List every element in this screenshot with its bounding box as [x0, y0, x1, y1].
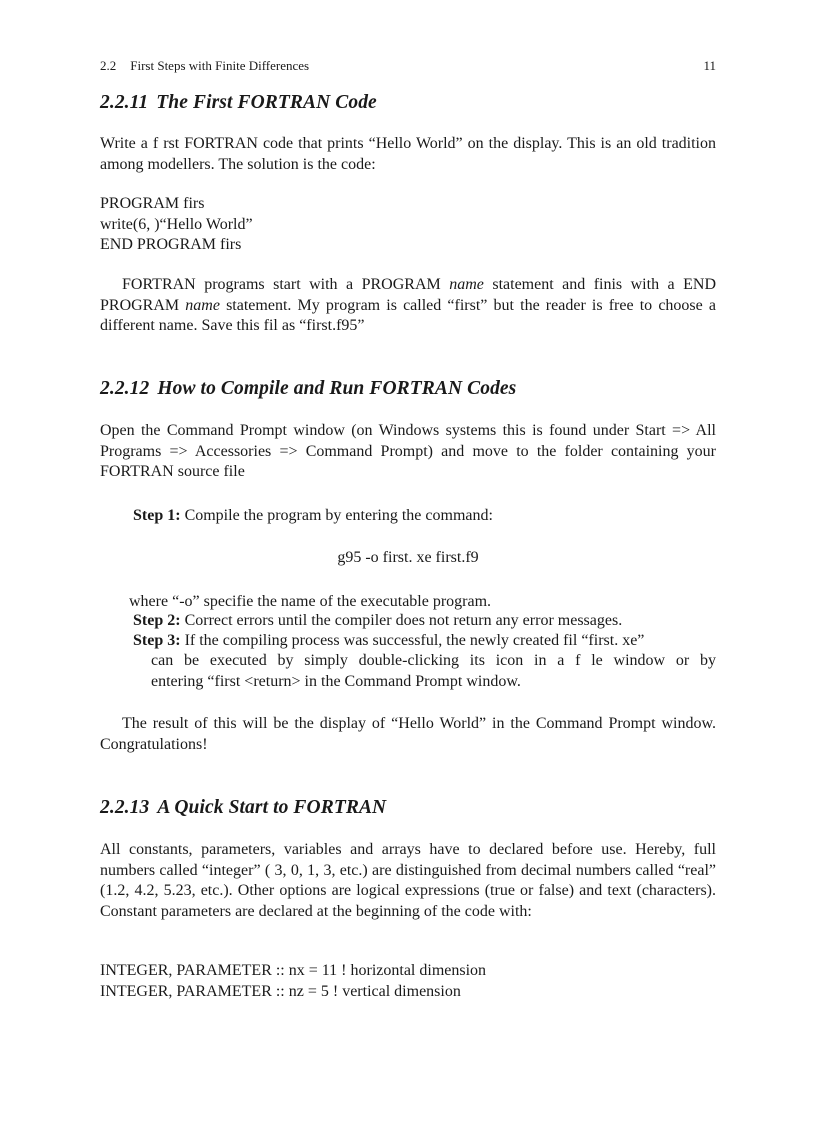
step-1	[133, 506, 493, 527]
italic-name: name	[449, 276, 484, 293]
section-number: 2.2.13	[100, 797, 150, 818]
section-title: A Quick Start to FORTRAN	[157, 797, 387, 818]
paragraph-intro: Write a f rst FORTRAN code that prints “Hello World” on the display. This is an old tradition among modellers. The solution is the code:	[100, 135, 716, 173]
paragraph-declarations: All constants, parameters, variables and arrays have to declared before use. Hereby, full numbers called “integer” ( 3, 0, 1, 3, etc.) are distinguished from decimal numbers called “real” (1.2, 4.2, 5.23, etc.). Other options are logical expressions (true or false) and text (characters). Constant parameters are declared at the beginning of the code with:	[100, 841, 716, 920]
step-text: If the compiling process was successful, the newly created fil “first. xe”	[180, 632, 645, 649]
step-label: Step 1:	[133, 507, 181, 524]
step-text: Compile the program by entering the command:	[180, 507, 493, 524]
paragraph-program-statement	[100, 275, 716, 337]
header-section-number: 2.2	[100, 58, 117, 73]
section-heading-2-2-12	[100, 378, 516, 400]
step-label: Step 2:	[133, 612, 181, 629]
step-3-line-2: can be executed by simply double-clicking its icon in a f le window or by	[151, 652, 716, 669]
section-heading-2-2-11	[100, 92, 377, 114]
step-2	[133, 611, 622, 632]
paragraph-result: The result of this will be the display of “Hello World” in the Command Prompt window. Congratulations!	[100, 715, 716, 753]
where-line: where “-o” specifie the name of the executable program.	[129, 593, 492, 610]
section-number: 2.2.11	[100, 92, 149, 113]
section-title: How to Compile and Run FORTRAN Codes	[157, 378, 517, 399]
step-3	[133, 631, 716, 652]
compile-command: g95 -o first. xe first.f9	[337, 549, 479, 566]
header-section-title: First Steps with Finite Differences	[130, 58, 310, 73]
section-title: The First FORTRAN Code	[156, 92, 377, 113]
code-line-2: write(6, )“Hello World”	[100, 215, 253, 233]
text-run: statement. My program is called “first” but the reader is free to choose a different name. Save this fil as “first.f95”	[100, 296, 716, 334]
running-header-left	[100, 58, 323, 74]
running-header	[100, 58, 716, 74]
page-number: 11	[703, 58, 716, 73]
step-label: Step 3:	[133, 632, 181, 649]
paragraph-command-prompt: Open the Command Prompt window (on Windows systems this is found under Start => All Programs => Accessories => Command Prompt) and move to the folder containing your FORTRAN source file	[100, 422, 716, 480]
section-number: 2.2.12	[100, 378, 150, 399]
code-line-1: PROGRAM firs	[100, 195, 205, 212]
section-heading-2-2-13	[100, 797, 386, 819]
step-3-line-3: entering “first <return> in the Command Prompt window.	[151, 673, 521, 690]
code-line-integer-nx: INTEGER, PARAMETER :: nx = 11 ! horizontal dimension	[100, 962, 487, 979]
code-line-3: END PROGRAM firs	[100, 236, 242, 253]
italic-name: name	[185, 296, 220, 314]
text-run: statement and finis with a END PROGRAM	[100, 276, 716, 314]
code-line-integer-nz: INTEGER, PARAMETER :: nz = 5 ! vertical dimension	[100, 982, 461, 1000]
step-text: Correct errors until the compiler does not return any error messages.	[180, 612, 623, 629]
text-run: FORTRAN programs start with a PROGRAM	[122, 276, 450, 293]
